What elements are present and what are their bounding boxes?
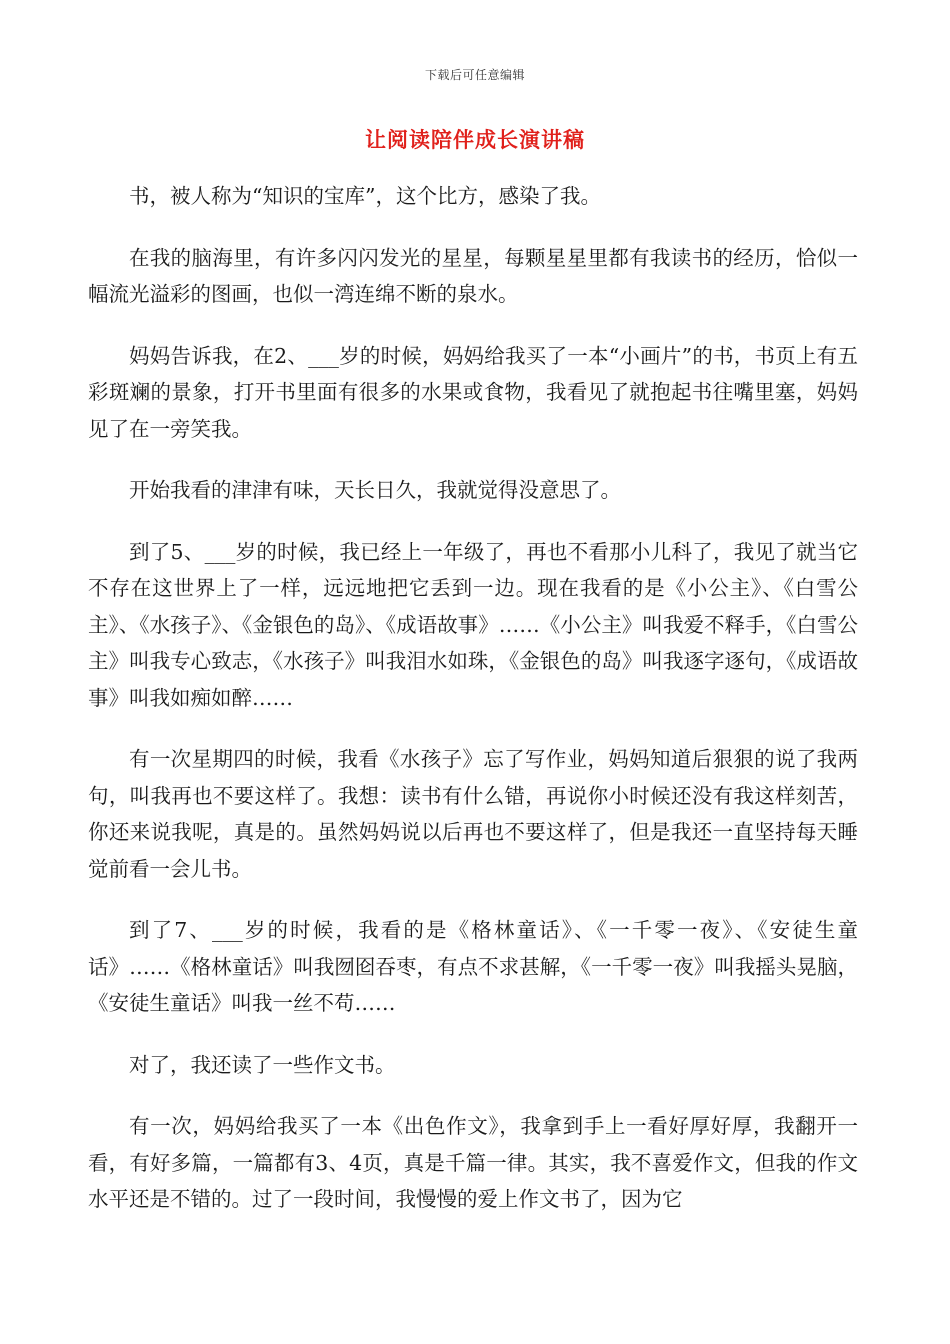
paragraph: 到了7、___岁的时候，我看的是《格林童话》、《一千零一夜》、《安徒生童话》……《格林童话》叫我囫囵吞枣，有点不求甚解，《一千零一夜》叫我摇头晃脑，《安徒生童话》叫我一丝不苟…… xyxy=(88,918,858,1015)
paragraph: 到了5、___岁的时候，我已经上一年级了，再也不看那小儿科了，我见了就当它不存在这世界上了一样，远远地把它丢到一边。现在我看的是《小公主》、《白雪公主》、《水孩子》、《金银色的岛》、《成语故事》……《小公主》叫我爱不释手，《白雪公主》叫我专心致志，《水孩子》叫我泪水如珠，《金银色的岛》叫我逐字逐句，《成语故事》叫我如痴如醉…… xyxy=(88,539,858,710)
paragraph: 开始我看的津津有味，天长日久，我就觉得没意思了。 xyxy=(129,478,621,502)
paragraph: 有一次，妈妈给我买了一本《出色作文》，我拿到手上一看好厚好厚，我翻开一看，有好多篇，一篇都有3、4页，真是千篇一律。其实，我不喜爱作文，但我的作文水平还是不错的。过了一段时间，我慢慢的爱上作文书了，因为它 xyxy=(88,1114,858,1211)
document-title: 让阅读陪伴成长演讲稿 xyxy=(365,127,585,152)
document-body xyxy=(88,178,858,1243)
header-note: 下载后可任意编辑 xyxy=(424,68,525,82)
paragraph: 对了，我还读了一些作文书。 xyxy=(129,1052,396,1077)
paragraph: 有一次星期四的时候，我看《水孩子》忘了写作业，妈妈知道后狠狠的说了我两句，叫我再也不要这样了。我想：读书有什么错，再说你小时候还没有我这样刻苦，你还来说我呢，真是的。虽然妈妈说以后再也不要这样了，但是我还一直坚持每天睡觉前看一会儿书。 xyxy=(88,747,858,881)
paragraph: 在我的脑海里，有许多闪闪发光的星星，每颗星星里都有我读书的经历，恰似一幅流光溢彩的图画，也似一湾连绵不断的泉水。 xyxy=(88,245,858,306)
paragraph: 书，被人称为“知识的宝库”，这个比方，感染了我。 xyxy=(129,184,601,208)
paragraph: 妈妈告诉我，在2、___岁的时候，妈妈给我买了一本“小画片”的书，书页上有五彩斑斓的景象，打开书里面有很多的水果或食物，我看见了就抱起书往嘴里塞，妈妈见了在一旁笑我。 xyxy=(88,343,858,441)
